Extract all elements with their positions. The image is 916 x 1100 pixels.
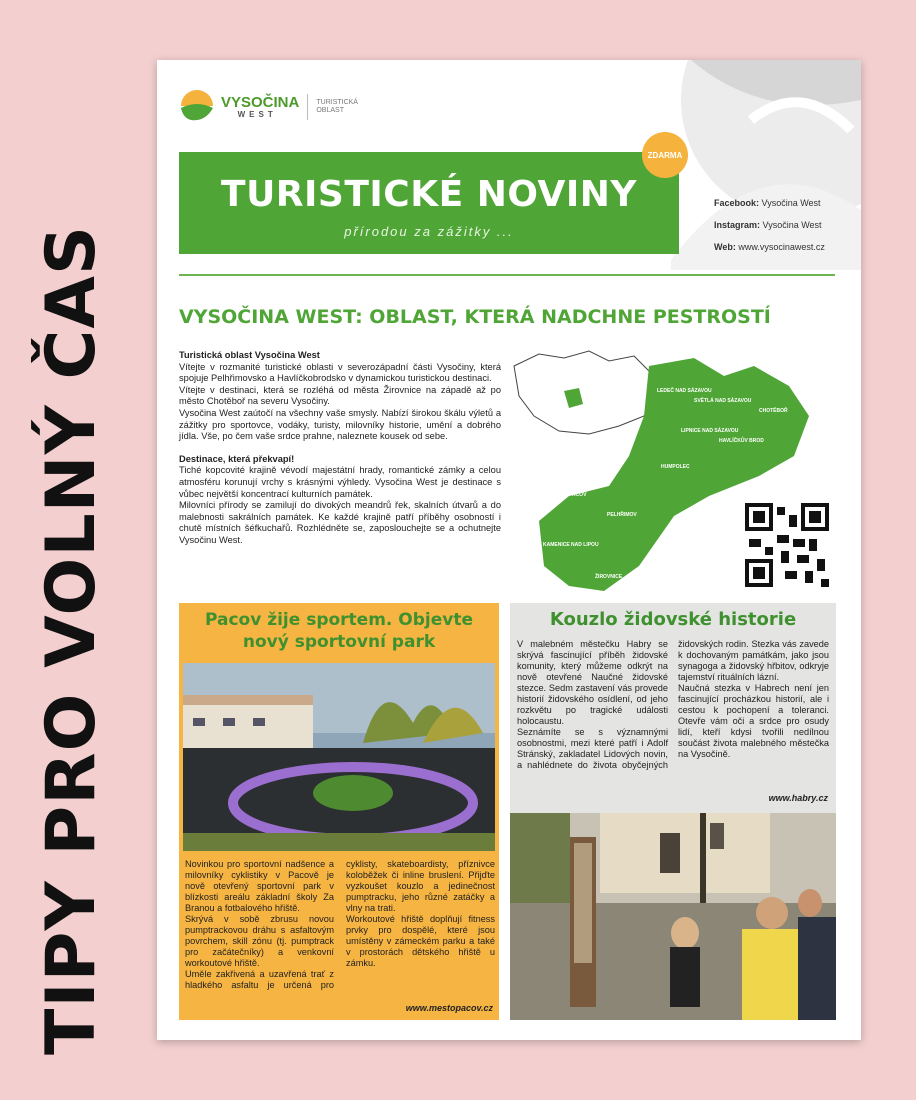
map-label-humpolec: HUMPOLEC [661,464,690,470]
free-badge: ZDARMA [642,132,688,178]
intro-article [179,350,501,558]
jewish-article-text [517,639,829,771]
pumptrack-photo [183,663,495,851]
map-label-chotebor: CHOTĚBOŘ [759,408,788,414]
social-links [714,192,825,258]
main-headline: VYSOČINA WEST: OBLAST, KTERÁ NADCHNE PESTROSTÍ [179,306,771,328]
qr-code[interactable] [745,503,829,587]
intro-paragraph: Vysočina West zaútočí na všechny vaše smysly. Nabízí širokou škálu výletů a zážitky pro sportovce, vodáky, turisty, milovníky historie, umění a dobrého jídla. Vše, po čem vaše srdce prahne, naleznete kousek od sebe. [179,407,501,442]
map-label-svetla: SVĚTLÁ NAD SÁZAVOU [694,398,752,404]
masthead-banner [179,152,679,254]
sport-url-link[interactable]: www.mestopacov.cz [405,1003,493,1013]
sport-paragraph: Workoutové hřiště doplňují fitness prvky pro dospělé, které jsou umístěny v zámeckém parku a také v prostorách dětského hřiště u zámku. [346,914,495,968]
newspaper-page [157,60,861,1040]
map-label-kamenice: KAMENICE NAD LIPOU [543,542,599,548]
logo-region [316,99,358,116]
jewish-url-link[interactable]: www.habry.cz [768,793,828,803]
sport-park-article [179,603,499,1020]
social-instagram[interactable]: Instagram: Vysočina West [714,220,822,230]
logo-region-line: TURISTICKÁ [316,98,358,106]
intro-paragraph: Vítejte v destinaci, která se rozléhá od města Žirovnice na západě až po město Chotěboř na severu Vysočiny. [179,384,501,407]
logo-name: VYSOČINA [221,94,300,111]
map-label-havlickuv-brod: HAVLÍČKŮV BROD [719,438,764,444]
jewish-paragraph: Seznámíte se s významnými osobnostmi, mezi které patří i Adolf Stránský, zakladatel Lidových novin, a nahlédnete do života obyčejných židovských rodin. Stezka vás zavede k dochovaným památkám, jako jsou synagoga a židovský hřbitov, odkryje tajemství rituálních lázní. [517,639,829,770]
sport-article-title: Pacov žije sportem. Objevte nový sportovní park [204,610,474,652]
vysocina-west-logo[interactable] [179,90,358,124]
masthead-title: TURISTICKÉ NOVINY [221,174,637,215]
map-label-pelhrimov: PELHŘIMOV [607,512,637,518]
educational-trail-photo [510,813,836,1020]
intro-heading: Destinace, která překvapí! [179,453,295,464]
intro-heading: Turistická oblast Vysočina West [179,350,320,360]
sport-article-text [185,859,495,991]
map-label-pacov: PACOV [569,492,587,498]
sport-paragraph: Uměle zakřivená a uzavřená trať z hladkého asfaltu je určená pro cyklisty, skateboardisty, příznivce koloběžek či inline bruslení. Přijďte vyzkoušet kouzlo a jedinečnost pumptracku, jeho různé zatáčky a vlny na trati. [185,859,495,990]
side-title: TIPY PRO VOLNÝ ČAS [32,224,111,1055]
map-label-lipnice: LIPNICE NAD SÁZAVOU [681,428,739,434]
czech-republic-outline [514,351,659,434]
divider [179,274,835,276]
sport-paragraph: Novinkou pro sportovní nadšence a milovníky cyklistiky v Pacově je nově otevřený sportovní park v blízkosti areálu základní školy Za Branou a fotbalového hřiště. [185,859,334,913]
map-label-ledec: LEDEČ NAD SÁZAVOU [657,388,712,394]
map-label-zirovnice: ŽIROVNICE [595,574,623,580]
jewish-article-title: Kouzlo židovské historie [549,609,797,630]
intro-paragraph: Vítejte v rozmanité turistické oblasti v severozápadní části Vysočiny, která spojuje Pelhřimovsko a Havlíčkobrodsko v dynamickou turistickou destinaci. [179,361,501,384]
jewish-paragraph: V malebném městečku Habry se skrývá fascinující příběh židovské komunity, který můžeme odkrýt na nově otevřené Naučné židovské stezce. Sedm zastavení vás provede historií židovského osídlení, od jeho rozkvětu po tragické události holocaustu. [517,639,668,726]
intro-paragraph: Milovníci přírody se zamilují do divokých meandrů řek, skalních útvarů a do malebnosti sakrálních památek. Ke každé krajině patří příběhy osobností i chutě místních šéfkuchařů. Rozhlédněte se, zaposlouchejte se a ochutnejte Vysočinu West. [179,500,501,545]
logo-subtitle: WEST [237,110,277,119]
intro-paragraph: Tiché kopcovité krajině vévodí majestátní hrady, romantické zámky a celou atmosféru korunují vrchy s krásnými výhledy. Vysočina West je destinace s vůbec největší koncentrací kulturních památek. [179,465,501,499]
jewish-history-article [510,603,836,1020]
jewish-paragraph: Naučná stezka v Habrech není jen fascinující procházkou historií, ale i cestou k pochopení a toleranci. Otevře vám oči a srdce pro osudy lidí, kteří kdysi tvořili nedílnou součást života malebného městečka na Vysočině. [678,683,829,759]
logo-region-line: OBLAST [316,107,344,114]
social-facebook[interactable]: Facebook: Vysočina West [714,198,821,208]
masthead-subtitle: přírodou za zážitky ... [344,224,514,239]
social-web[interactable]: Web: www.vysocinawest.cz [714,242,825,252]
sport-paragraph: Skrývá v sobě zbrusu novou pumptrackovou dráhu s asfaltovým povrchem, skill zónu (tj. pumptrack pro začátečníky) a venkovní workoutové hřiště. [185,914,334,968]
logo-sun-leaf-icon [179,90,215,124]
